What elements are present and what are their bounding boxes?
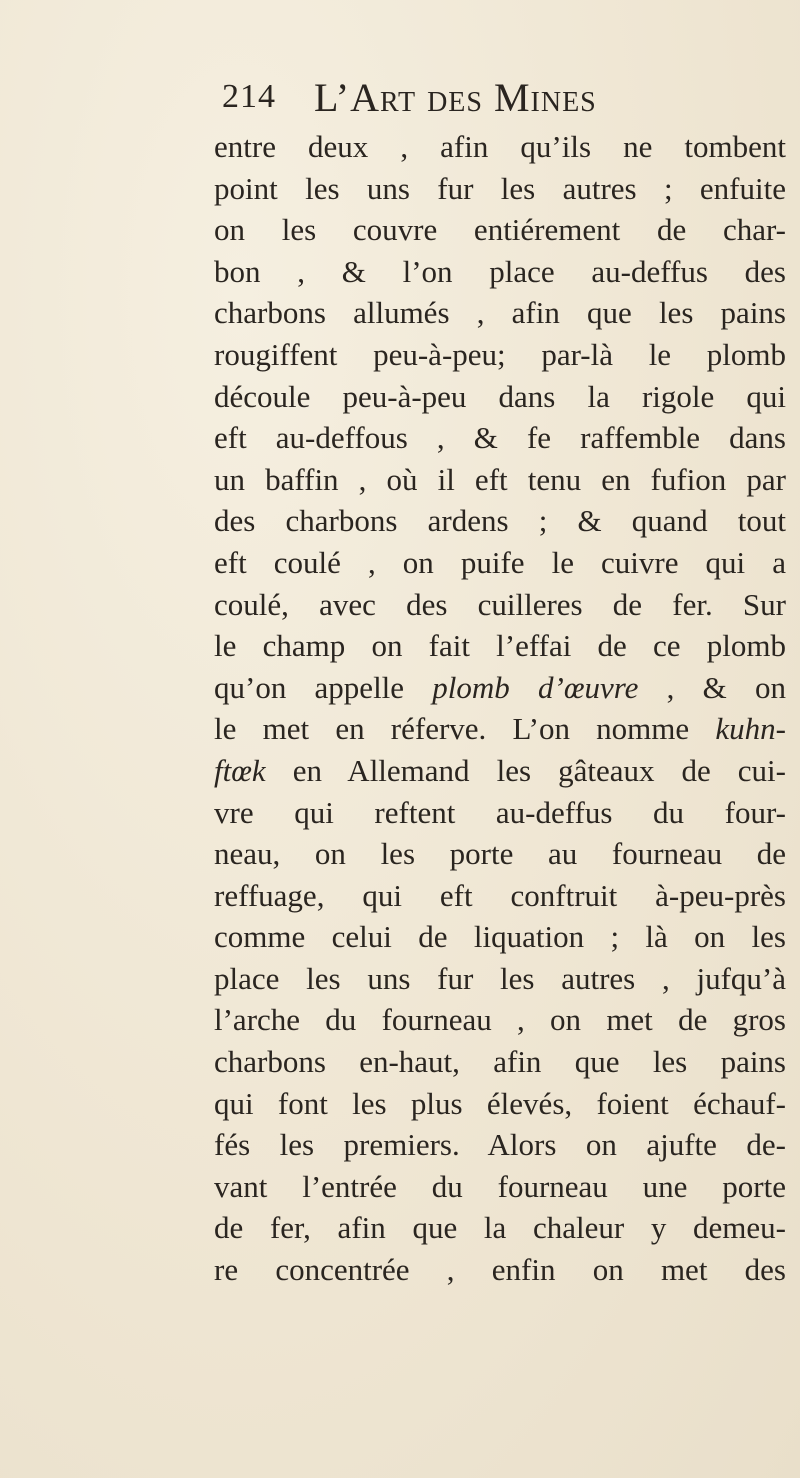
text-line: rougiffent peu-à-peu; par-là le plomb: [214, 336, 786, 372]
text-line: de fer, afin que la chaleur y demeu-: [214, 1210, 786, 1246]
page-header: [222, 68, 782, 128]
text-line: vre qui reftent au-deffus du four-: [214, 794, 786, 830]
text-line: l’arche du fourneau , on met de gros: [214, 1002, 786, 1038]
text-line: charbons allumés , afin que les pains: [214, 295, 786, 331]
running-title: L’Art des Mines: [314, 75, 597, 120]
text-line: eft coulé , on puife le cuivre qui a: [214, 544, 786, 580]
text-line: bon , & l’on place au-deffus des: [214, 253, 786, 289]
text-line: coulé, avec des cuilleres de fer. Sur: [214, 586, 786, 622]
text-line: entre deux , afin qu’ils ne tombent: [214, 129, 786, 164]
text-line: un baffin , où il eft tenu en fufion par: [214, 461, 786, 497]
text-line: point les uns fur les autres ; enfuite: [214, 170, 786, 206]
italic-term: plomb d’œuvre: [432, 669, 639, 705]
text-line: eft au-deffous , & fe raffemble dans: [214, 420, 786, 456]
text-line: qui font les plus élevés, foient échauf-: [214, 1085, 786, 1121]
text-line: neau, on les porte au fourneau de: [214, 836, 786, 872]
text-line: charbons en-haut, afin que les pains: [214, 1044, 786, 1080]
text-line: comme celui de liquation ; là on les: [214, 919, 786, 955]
text-line: des charbons ardens ; & quand tout: [214, 503, 786, 539]
body-text: [214, 126, 794, 1291]
text-line: le met en réferve. L’on nomme kuhn-: [214, 711, 786, 747]
page-number: 214: [222, 78, 276, 115]
text-line: découle peu-à-peu dans la rigole qui: [214, 378, 786, 414]
text-line: ftœk en Allemand les gâteaux de cui-: [214, 752, 786, 788]
italic-term: kuhn-: [715, 711, 786, 747]
text-line: qu’on appelle plomb d’œuvre , & on: [214, 669, 786, 705]
text-line: vant l’entrée du fourneau une porte: [214, 1168, 786, 1204]
text-line: reffuage, qui eft conftruit à-peu-près: [214, 877, 786, 913]
text-line: le champ on fait l’effai de ce plomb: [214, 628, 786, 664]
text-line: re concentrée , enfin on met des: [214, 1252, 786, 1288]
text-line: on les couvre entiérement de char-: [214, 212, 786, 248]
text-line: fés les premiers. Alors on ajufte de-: [214, 1127, 786, 1163]
text-line: place les uns fur les autres , jufqu’à: [214, 960, 786, 996]
italic-term: ftœk: [214, 752, 266, 788]
